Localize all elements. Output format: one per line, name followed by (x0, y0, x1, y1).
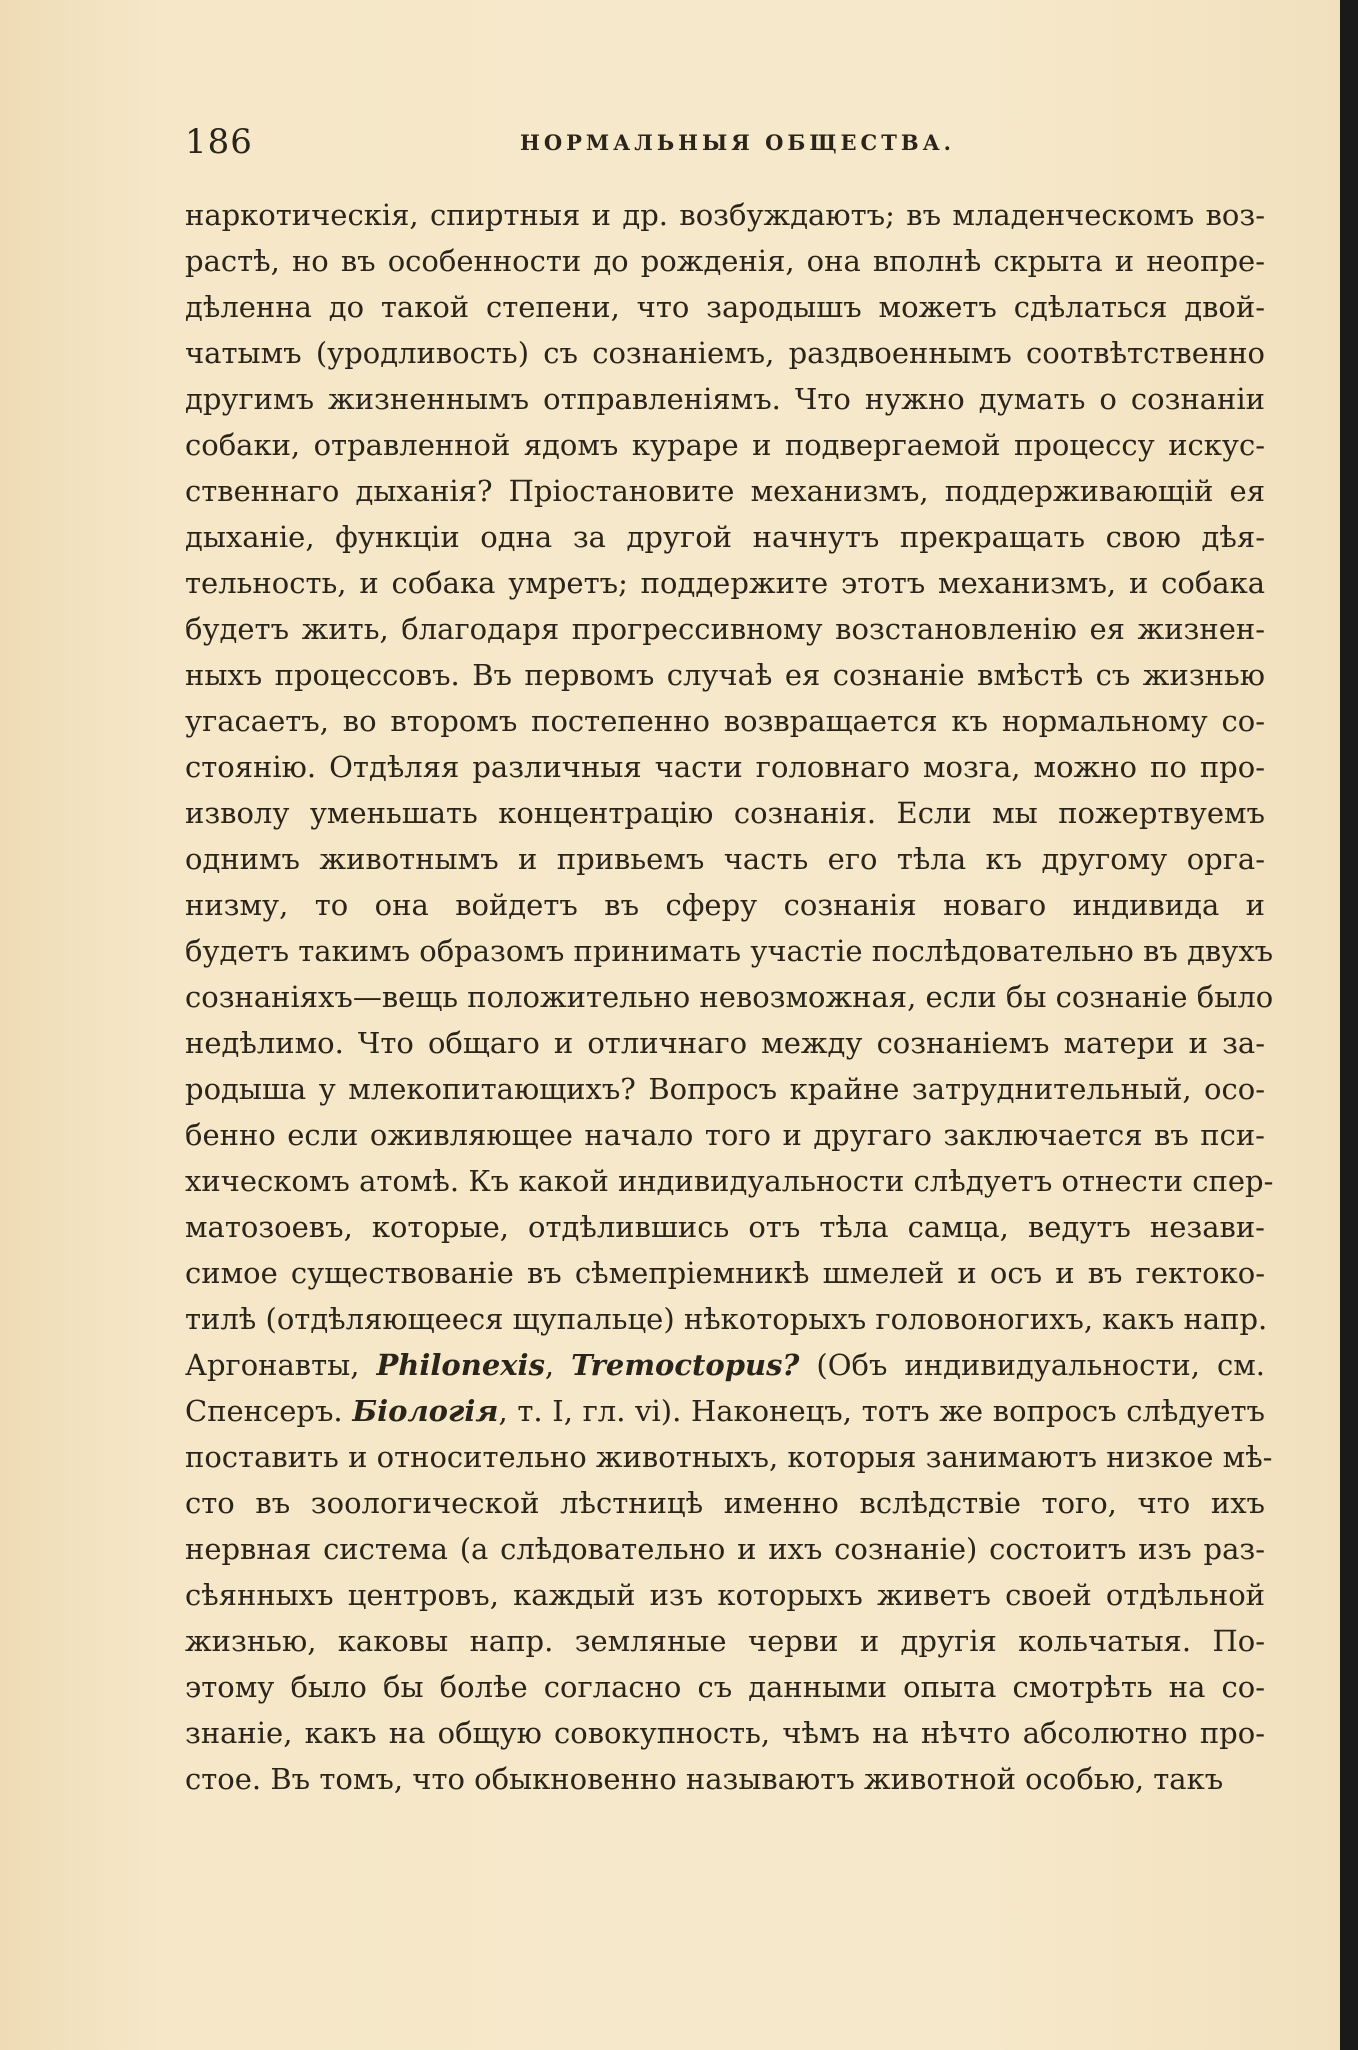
text-line: сѣянныхъ центровъ, каждый изъ которыхъ живетъ своей отдѣльной (185, 1578, 1265, 1612)
text-line: недѣлимо. Что общаго и отличнаго между сознаніемъ матери и за- (185, 1026, 1265, 1060)
text-line: растѣ, но въ особенности до рожденія, она вполнѣ скрыта и неопре- (185, 244, 1265, 278)
text-run: , т. I, гл. vi). Наконецъ, тотъ же вопросъ слѣдуетъ (498, 1394, 1265, 1428)
text-line: тельность, и собака умретъ; поддержите этотъ механизмъ, и собака (185, 566, 1265, 600)
text-line: тилѣ (отдѣляющееся щупальце) нѣкоторыхъ головоногихъ, какъ напр. (185, 1302, 1268, 1336)
text-line: низму, то она войдетъ въ сферу сознанія новаго индивида и (185, 888, 1265, 922)
text-line: симое существованіе въ сѣмепріемникѣ шмелей и осъ и въ гектоко- (185, 1256, 1265, 1290)
text-line: этому было бы болѣе согласно съ данными опыта смотрѣть на со- (185, 1670, 1265, 1704)
text-line: другимъ жизненнымъ отправленіямъ. Что нужно думать о сознаніи (185, 382, 1265, 416)
text-line: ственнаго дыханія? Пріостановите механизмъ, поддерживающій ея (185, 474, 1265, 508)
text-line: родыша у млекопитающихъ? Вопросъ крайне затруднительный, осо- (185, 1072, 1265, 1106)
italic-term: Tremoctopus? (571, 1348, 800, 1382)
text-line: стое. Въ томъ, что обыкновенно называютъ животной особью, такъ (185, 1762, 1224, 1796)
text-run: (Объ индивидуальности, см. (799, 1348, 1265, 1382)
text-line: поставить и относительно животныхъ, которыя занимаютъ низкое мѣ- (185, 1440, 1273, 1474)
text-line: хическомъ атомѣ. Къ какой индивидуальности слѣдуетъ отнести спер- (185, 1164, 1274, 1198)
text-line: будетъ жить, благодаря прогрессивному возстановленію ея жизнен- (185, 612, 1265, 646)
text-line: матозоевъ, которые, отдѣлившись отъ тѣла самца, ведутъ незави- (185, 1210, 1265, 1244)
text-line: бенно если оживляющее начало того и другаго заключается въ пси- (185, 1118, 1265, 1152)
text-line: нервная система (а слѣдовательно и ихъ сознаніе) состоитъ изъ раз- (185, 1532, 1265, 1566)
text-line: однимъ животнымъ и привьемъ часть его тѣла къ другому орга- (185, 842, 1265, 876)
text-line: ныхъ процессовъ. Въ первомъ случаѣ ея сознаніе вмѣстѣ съ жизнью (185, 658, 1265, 692)
text-run: Аргонавты, (185, 1348, 377, 1382)
italic-term: Philonexis (376, 1348, 545, 1382)
text-line: наркотическія, спиртныя и др. возбуждаютъ; въ младенческомъ воз- (185, 198, 1265, 232)
text-line: чатымъ (уродливость) съ сознаніемъ, раздвоеннымъ соотвѣтственно (185, 336, 1265, 370)
text-line: сто въ зоологической лѣстницѣ именно вслѣдствіе того, что ихъ (185, 1486, 1265, 1520)
italic-term: Біологія (352, 1394, 499, 1428)
body-text (185, 192, 1274, 1802)
running-title: НОРМАЛЬНЫЯ ОБЩЕСТВА. (520, 130, 955, 155)
text-line: будетъ такимъ образомъ принимать участіе послѣдовательно въ двухъ (185, 934, 1274, 968)
text-line: изволу уменьшать концентрацію сознанія. Если мы пожертвуемъ (185, 796, 1265, 830)
text-line: угасаетъ, во второмъ постепенно возвращается къ нормальному со- (185, 704, 1265, 738)
text-line (185, 1342, 1265, 1388)
text-line: собаки, отравленной ядомъ кураре и подвергаемой процессу искус- (185, 428, 1265, 462)
scan-edge (1340, 0, 1358, 2050)
text-line: стоянію. Отдѣляя различныя части головнаго мозга, можно по про- (185, 750, 1265, 784)
page-number: 186 (185, 122, 253, 162)
text-line: сознаніяхъ—вещь положительно невозможная, если бы сознаніе было (185, 980, 1274, 1014)
page-header (185, 122, 1265, 172)
text-line (185, 1388, 1265, 1434)
text-line: жизнью, каковы напр. земляные черви и другія кольчатыя. По- (185, 1624, 1265, 1658)
text-run: Спенсеръ. (185, 1394, 353, 1428)
text-line: дѣленна до такой степени, что зародышъ можетъ сдѣлаться двой- (185, 290, 1265, 324)
text-line: знаніе, какъ на общую совокупность, чѣмъ на нѣчто абсолютно про- (185, 1716, 1265, 1750)
text-line: дыханіе, функціи одна за другой начнутъ прекращать свою дѣя- (185, 520, 1265, 554)
text-run: , (544, 1348, 572, 1382)
